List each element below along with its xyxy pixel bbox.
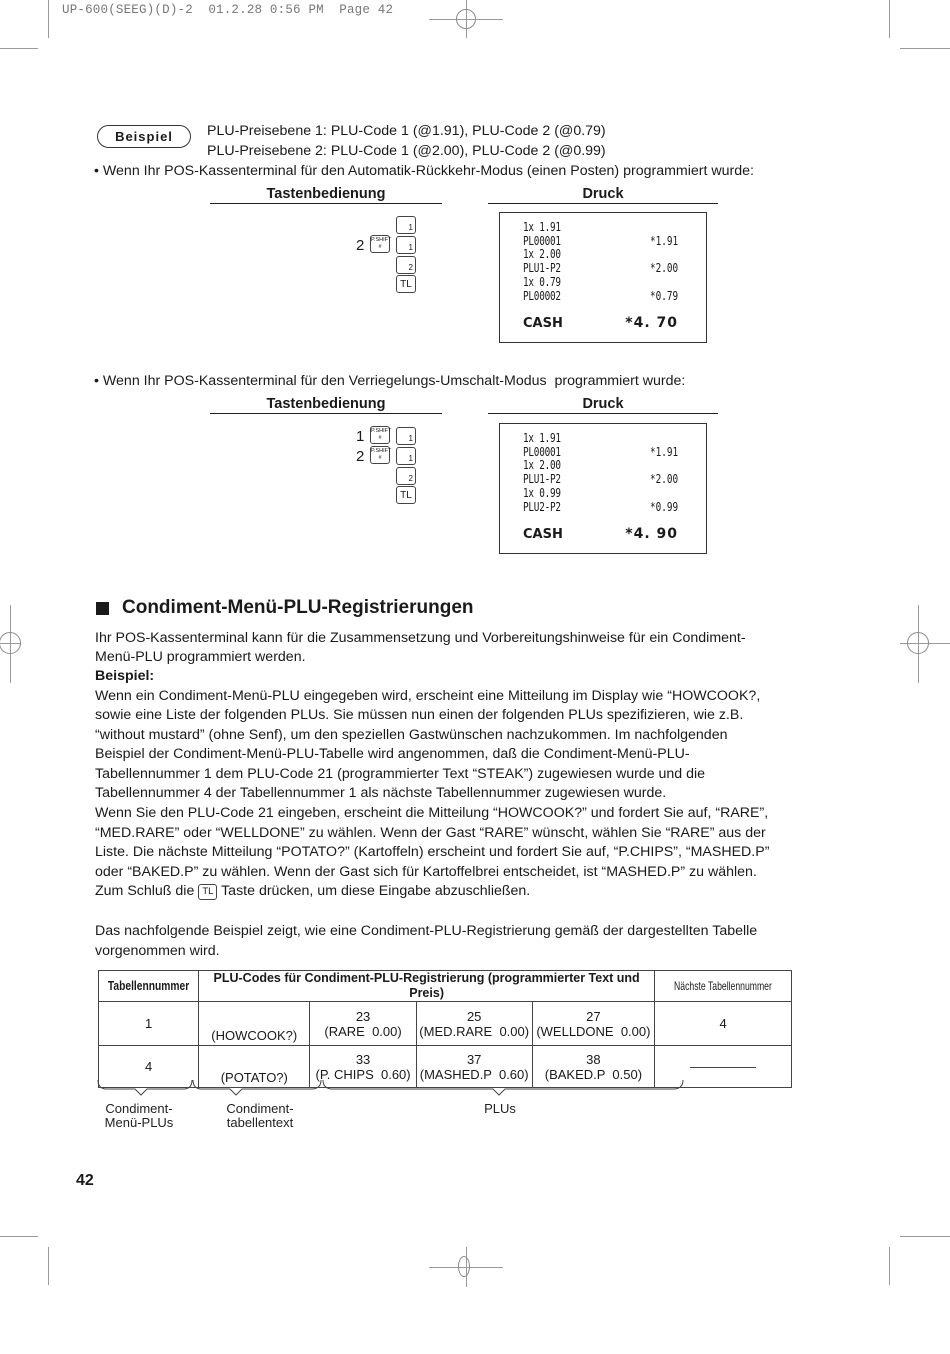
pshift-key[interactable]: P.SHIFT # — [370, 235, 390, 253]
price-level-1: PLU-Preisebene 1: PLU-Code 1 (@1.91), PLU-Code 2 (@0.79) — [207, 123, 606, 139]
mode-lock-bullet: • Wenn Ihr POS-Kassenterminal für den Verriegelungs-Umschalt-Modus programmiert wurde: — [94, 373, 686, 389]
header-table-number: Tabellennummer — [99, 971, 199, 1002]
mode-auto-receipt — [499, 212, 707, 343]
receipt-line: PL00001 — [523, 445, 561, 459]
section-heading — [96, 597, 474, 619]
body-line: Liste. Die nächste Mitteilung “POTATO?” (Kartoffeln) erscheint und fordert Sie auf, “P.CHIPS”, “MASHED.P” — [95, 844, 770, 860]
pshift-key[interactable]: P.SHIFT # — [370, 446, 390, 464]
registration-mark-right-circle — [907, 632, 929, 654]
body-line: Beispiel der Condiment-Menü-PLU-Tabelle wird angenommen, daß die Condiment-Menü-PLU- — [95, 746, 690, 762]
price-level-2: PLU-Preisebene 2: PLU-Code 1 (@2.00), PLU-Code 2 (@0.99) — [207, 143, 606, 159]
receipt-line: 1x 0.79 — [523, 275, 561, 289]
brace-plus-icon — [323, 1080, 683, 1095]
body-line: Tabellennummer 4 der Tabellennummer 1 als nächste Tabellennummer zugewiesen wurde. — [95, 785, 667, 801]
mode-lock-keys-heading: Tastenbedienung — [210, 396, 442, 414]
body-line: oder “BAKED.P” zu wählen. Wenn der Gast sich für Kartoffelbrei entscheidet, ist “MASHED.P” zu wählen. — [95, 864, 757, 880]
body-line: Wenn Sie den PLU-Code 21 eingeben, erscheint die Mitteilung “HOWCOOK?” und fordert Sie auf, “RARE”, — [95, 805, 769, 821]
page-number: 42 — [76, 1172, 94, 1189]
receipt-line: 1x 2.00 — [523, 247, 561, 261]
receipt-amount: *0.99 — [649, 500, 678, 514]
crop-mark-top-right-h — [900, 48, 950, 49]
registration-mark-top-circle — [456, 9, 476, 29]
total-key[interactable]: TL — [396, 275, 416, 293]
print-slug: UP-600(SEEG)(D)-2 01.2.28 0:56 PM Page 42 — [62, 3, 394, 17]
brace-menu-plus-icon — [98, 1080, 192, 1095]
cell-plu: 33 (P. CHIPS 0.60) — [310, 1046, 416, 1088]
example-badge-label: Beispiel — [115, 129, 173, 144]
plu-key-1[interactable]: 1 — [396, 216, 416, 234]
tl-key-icon: TL — [198, 884, 217, 900]
receipt-line: PLU2-P2 — [523, 500, 561, 514]
receipt-cash-label: CASH — [523, 527, 563, 542]
cell-next-table: 4 — [655, 1002, 792, 1046]
plu-key-1[interactable]: 1 — [396, 447, 416, 465]
header-next-table: Nächste Tabellennummer — [655, 971, 792, 1002]
receipt-line: PL00002 — [523, 289, 561, 303]
receipt-line: 1x 1.91 — [523, 431, 561, 445]
quantity-digit: 1 — [356, 428, 365, 445]
table-row — [99, 1002, 792, 1046]
body-line: Wenn ein Condiment-Menü-PLU eingegeben wird, erscheint eine Mitteilung im Display wie “HOWCOOK?, — [95, 688, 761, 704]
receipt-cash-label: CASH — [523, 316, 563, 331]
receipt-amount: *1.91 — [649, 445, 678, 459]
receipt-line: PLU1-P2 — [523, 261, 561, 275]
receipt-line: 1x 2.00 — [523, 458, 561, 472]
brace-annotations — [95, 1078, 695, 1102]
mode-auto-keys-heading: Tastenbedienung — [210, 186, 442, 204]
pshift-key[interactable]: P.SHIFT # — [370, 426, 390, 444]
body-line: sowie eine Liste der folgenden PLUs. Sie müssen nun einen der folgenden PLUs spezifizieren, wie z.B. — [95, 707, 744, 723]
table-header-row — [99, 971, 792, 1002]
crop-mark-bottom-left-v — [48, 1247, 49, 1285]
cell-plu: 38 (BAKED.P 0.50) — [532, 1046, 654, 1088]
crop-mark-bottom-left-h — [0, 1236, 38, 1237]
body-line: Tabellennummer 1 dem PLU-Code 21 (programmierter Text “STEAK”) zugewiesen wurde und die — [95, 766, 706, 782]
mode-lock-receipt — [499, 423, 707, 554]
brace-label-plus: PLUs — [484, 1101, 516, 1116]
quantity-digit: 2 — [356, 237, 365, 254]
cell-table-text: (HOWCOOK?) — [199, 1002, 310, 1046]
mode-auto-print-heading: Druck — [488, 186, 718, 204]
mode-lock-print-heading: Druck — [488, 396, 718, 414]
brace-label-menu-plus: Condiment- Menü-PLUs — [104, 1101, 174, 1130]
example-heading: Beispiel: — [95, 668, 155, 684]
receipt-total: *4. 70 — [625, 315, 678, 331]
quantity-digit: 2 — [356, 448, 365, 465]
cell-plu: 25 (MED.RARE 0.00) — [416, 1002, 532, 1046]
crop-mark-top-left-h — [0, 48, 38, 49]
brace-table-text-icon — [193, 1080, 321, 1095]
body-line: “MED.RARE” oder “WELLDONE” zu wählen. Wenn der Gast “RARE” wünscht, wählen Sie “RARE” aus der — [95, 825, 766, 841]
table-intro-line: vorgenommen wird. — [95, 943, 220, 959]
receipt-amount: *2.00 — [649, 472, 678, 486]
registration-mark-left-circle — [0, 632, 21, 654]
intro-line: Menü-PLU programmiert werden. — [95, 649, 306, 665]
section-title: Condiment-Menü-PLU-Registrierungen — [122, 597, 474, 618]
crop-mark-bottom-right-h — [900, 1236, 950, 1237]
example-badge — [97, 125, 191, 148]
brace-label-table-text: Condiment- tabellentext — [226, 1101, 294, 1130]
mode-auto-bullet: • Wenn Ihr POS-Kassenterminal für den Automatik-Rückkehr-Modus (einen Posten) programmiert wurde: — [94, 163, 754, 179]
header-plu-codes: PLU-Codes für Condiment-PLU-Registrierung (programmierter Text und Preis) — [199, 971, 655, 1002]
plu-key-1[interactable]: 1 — [396, 427, 416, 445]
cell-plu: 37 (MASHED.P 0.60) — [416, 1046, 532, 1088]
receipt-line: PLU1-P2 — [523, 472, 561, 486]
plu-key-2[interactable]: 2 — [396, 467, 416, 485]
condiment-table — [98, 970, 792, 1088]
receipt-line: 1x 0.99 — [523, 486, 561, 500]
plu-key-2[interactable]: 2 — [396, 256, 416, 274]
intro-line: Ihr POS-Kassenterminal kann für die Zusammensetzung und Vorbereitungshinweise für ein Condiment- — [95, 630, 746, 646]
empty-dash — [690, 1067, 756, 1068]
receipt-line: 1x 1.91 — [523, 220, 561, 234]
total-key[interactable]: TL — [396, 486, 416, 504]
cell-plu: 23 (RARE 0.00) — [310, 1002, 416, 1046]
receipt-amount: *2.00 — [649, 261, 678, 275]
registration-mark-bottom-circle — [458, 1256, 470, 1277]
plu-key-1[interactable]: 1 — [396, 236, 416, 254]
crop-mark-top-left-v — [48, 0, 49, 38]
crop-mark-top-right-v — [889, 0, 890, 38]
body-line: “without mustard” (ohne Senf), um den speziellen Gastwünschen nachzukommen. Im nachfolgenden — [95, 727, 728, 743]
crop-mark-bottom-right-v — [889, 1247, 890, 1285]
square-bullet-icon — [96, 602, 109, 615]
final-instruction: Zum Schluß die TL Taste drücken, um diese Eingabe abzuschließen. — [95, 883, 531, 899]
table-intro-line: Das nachfolgende Beispiel zeigt, wie eine Condiment-PLU-Registrierung gemäß der dargestellten Tabelle — [95, 923, 758, 939]
cell-table-number: 1 — [99, 1002, 199, 1046]
receipt-amount: *1.91 — [649, 234, 678, 248]
receipt-total: *4. 90 — [625, 526, 678, 542]
receipt-line: PL00001 — [523, 234, 561, 248]
receipt-amount: *0.79 — [649, 289, 678, 303]
cell-table-text: (POTATO?) — [199, 1046, 310, 1088]
cell-plu: 27 (WELLDONE 0.00) — [532, 1002, 654, 1046]
cell-table-number: 4 — [99, 1046, 199, 1088]
